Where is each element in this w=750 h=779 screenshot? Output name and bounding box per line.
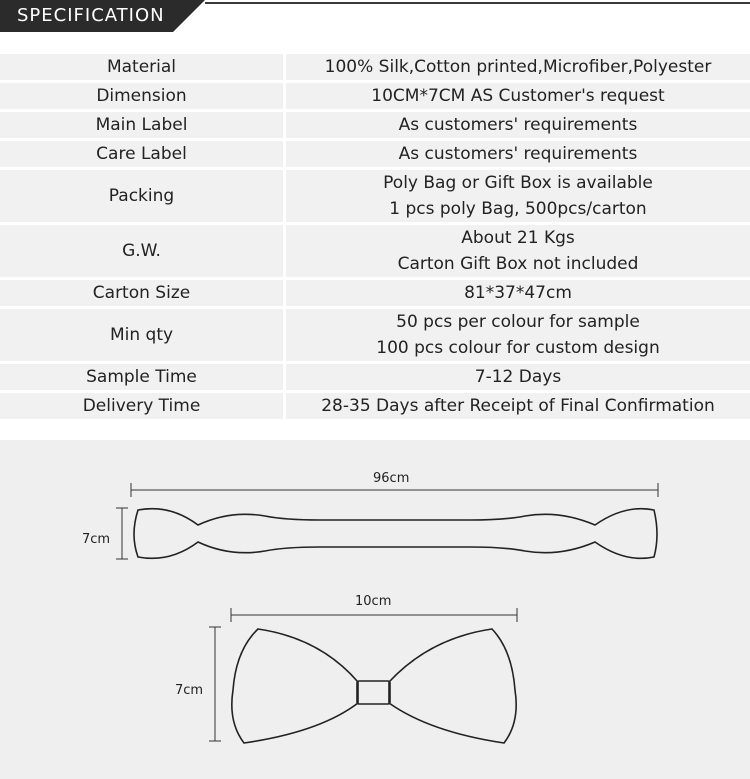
value-line: 7-12 Days [474,367,562,387]
spec-row-care-label [0,141,750,167]
row-value [286,141,750,167]
spec-row-sample-time [0,364,750,390]
value-line: 1 pcs poly Bag, 500pcs/carton [389,199,647,219]
untied-tie-diagram [82,471,658,559]
spec-row-gross-weight [0,225,750,277]
row-label: Care Label [0,141,286,167]
value-line: As customers' requirements [398,115,638,135]
row-label: Min qty [0,309,286,361]
value-line: 28-35 Days after Receipt of Final Confirmation [321,396,715,416]
spec-row-packing [0,170,750,222]
row-value [286,112,750,138]
value-line: 50 pcs per colour for sample [396,312,640,332]
value-line: About 21 Kgs [461,228,575,248]
dimension-diagram [0,440,750,779]
row-label: Main Label [0,112,286,138]
tied-width-label: 10cm [355,594,392,609]
value-line: Carton Gift Box not included [397,254,639,274]
spec-row-delivery-time [0,393,750,419]
row-label: G.W. [0,225,286,277]
spec-row-material [0,54,750,80]
spec-row-carton-size [0,280,750,306]
row-value [286,225,750,277]
row-label: Carton Size [0,280,286,306]
spec-row-min-qty [0,309,750,361]
spec-row-main-label [0,112,750,138]
value-line: 100% Silk,Cotton printed,Microfiber,Polyester [324,57,712,77]
row-label: Dimension [0,83,286,109]
row-label: Material [0,54,286,80]
row-label: Delivery Time [0,393,286,419]
tied-height-label: 7cm [175,683,204,698]
row-value [286,83,750,109]
spec-row-dimension [0,83,750,109]
bowtie-right-wing [389,629,516,743]
row-label: Sample Time [0,364,286,390]
row-value [286,364,750,390]
value-line: 100 pcs colour for custom design [376,338,660,358]
row-value [286,170,750,222]
spec-table [0,51,750,422]
untied-width-label: 96cm [373,471,410,486]
tied-bowtie-diagram [175,594,517,743]
row-value [286,54,750,80]
value-line: Poly Bag or Gift Box is available [383,173,653,193]
row-value [286,393,750,419]
bowtie-knot [357,681,390,704]
header-rule [205,2,750,4]
row-value [286,309,750,361]
value-line: 10CM*7CM AS Customer's request [371,86,665,106]
row-label: Packing [0,170,286,222]
value-line: As customers' requirements [398,144,638,164]
section-header [0,0,750,35]
section-title: SPECIFICATION [17,5,165,26]
bowtie-left-wing [232,629,358,743]
value-line: 81*37*47cm [464,283,572,303]
dimension-diagram-panel [0,440,750,779]
row-value [286,280,750,306]
untied-height-label: 7cm [82,532,111,547]
untied-tie-outline [134,509,657,559]
